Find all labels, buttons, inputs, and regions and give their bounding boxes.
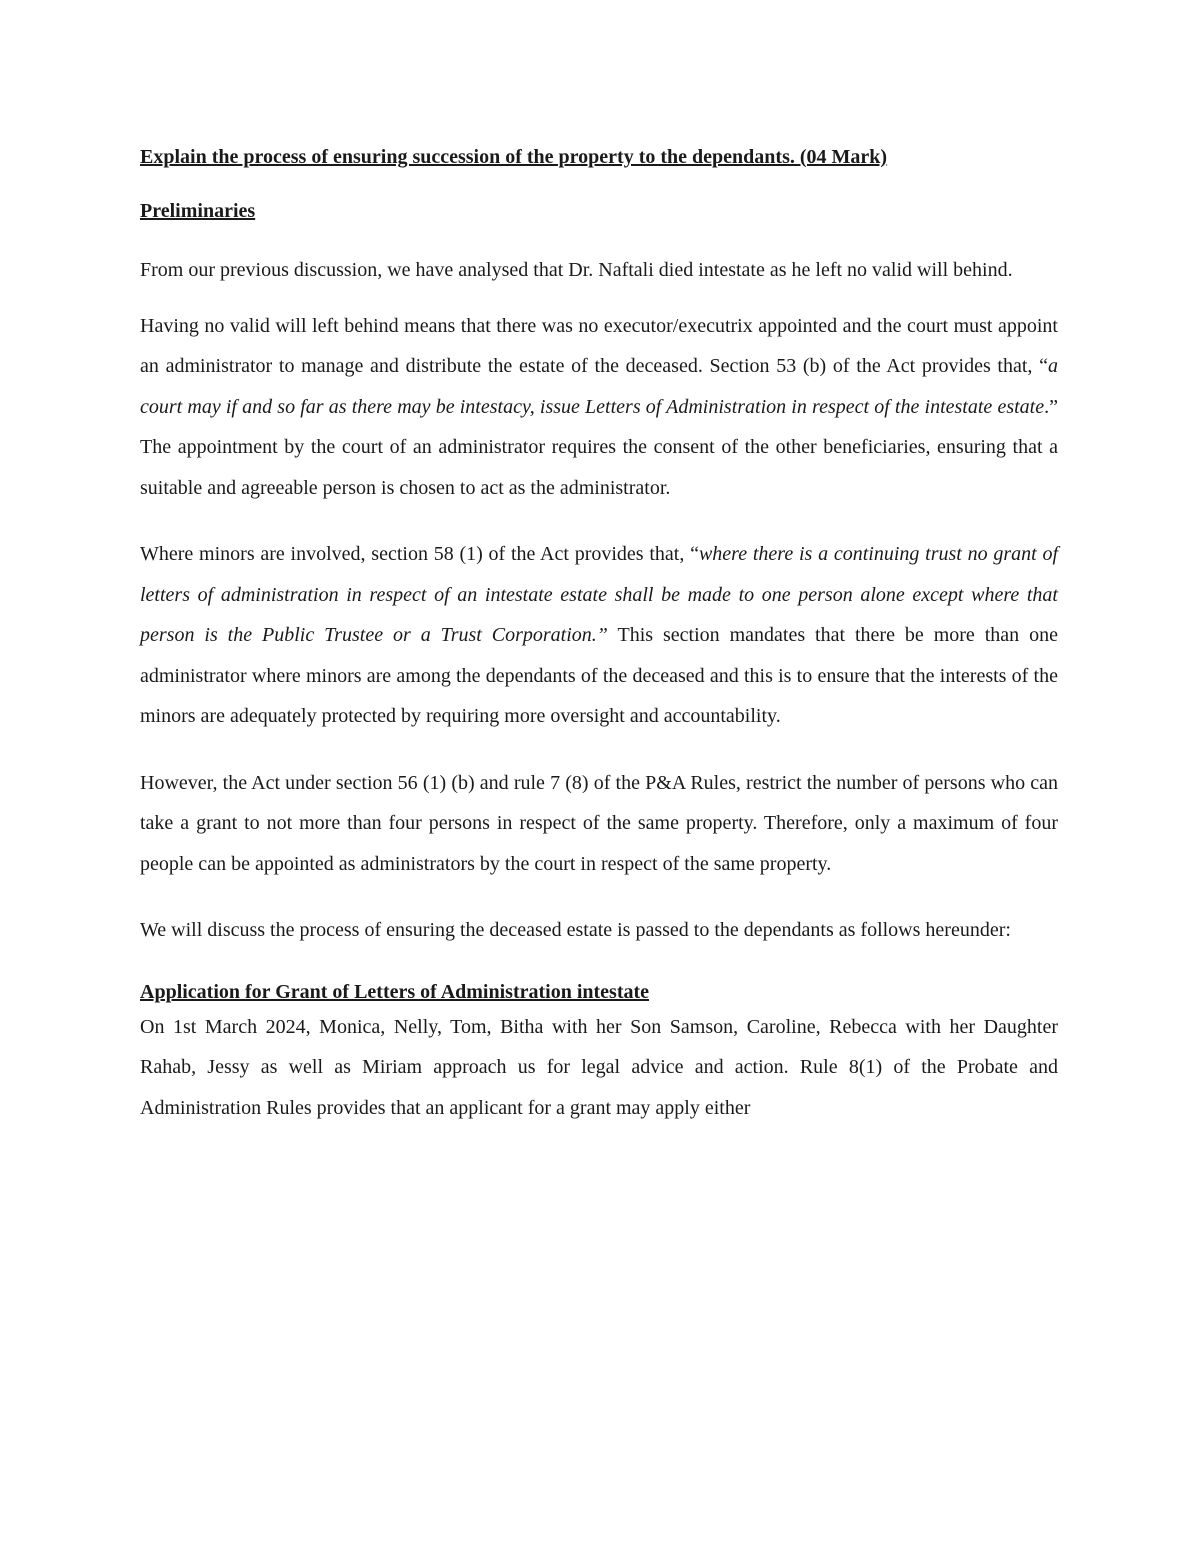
section-53-quote: a court may if and so far as there may be intestacy, issue Letters of Administration in respect of the intestate estate [140,355,1058,418]
paragraph-section-56: However, the Act under section 56 (1) (b) and rule 7 (8) of the P&A Rules, restrict the number of persons who can take a grant to not more than four persons in respect of the same property. Therefore, only a maximum of four people can be appointed as administrators by the court in respect of the same property. [140,771,1058,875]
question-heading: Explain the process of ensuring succession of the property to the dependants. (04 Mark) [140,146,888,168]
section-58-quote: where there is a continuing trust no grant of letters of administration in respect of an intestate estate shall be made to one person alone except where that person is the Public Trustee or a Trust Corporation.” [140,543,1058,646]
paragraph-application: On 1st March 2024, Monica, Nelly, Tom, Bitha with her Son Samson, Caroline, Rebecca with her Daughter Rahab, Jessy as well as Miriam approach us for legal advice and action. Rule 8(1) of the Probate and Administration Rules provides that an applicant for a grant may apply either [140,1015,1058,1119]
paragraph-intestate: From our previous discussion, we have analysed that Dr. Naftali died intestate as he left no valid will behind. [140,259,1013,281]
document-body [140,142,1058,1128]
paragraph-section-58-text-a: Where minors are involved, section 58 (1) of the Act provides that, “ [140,543,699,565]
preliminaries-heading: Preliminaries [140,200,256,222]
paragraph-section-53-text-b: .” The appointment by the court of an administrator requires the consent of the other beneficiaries, ensuring that a suitable and agreeable person is chosen to act as the administrator. [140,395,1058,499]
paragraph-section-58-text-b: This section mandates that there be more than one administrator where minors are among the dependants of the deceased and this is to ensure that the interests of the minors are adequately protected by requiring more oversight and accountability. [140,624,1058,727]
paragraph-section-53-text-a: Having no valid will left behind means that there was no executor/executrix appointed and the court must appoint an administrator to manage and distribute the estate of the deceased. Section 53 (b) of the Act provides that, “ [140,314,1058,377]
application-heading: Application for Grant of Letters of Administration intestate [140,980,650,1003]
paragraph-section-53 [140,306,1058,509]
paragraph-section-58 [140,534,1058,737]
paragraph-process-intro: We will discuss the process of ensuring the deceased estate is passed to the dependants as follows hereunder: [140,919,1011,941]
